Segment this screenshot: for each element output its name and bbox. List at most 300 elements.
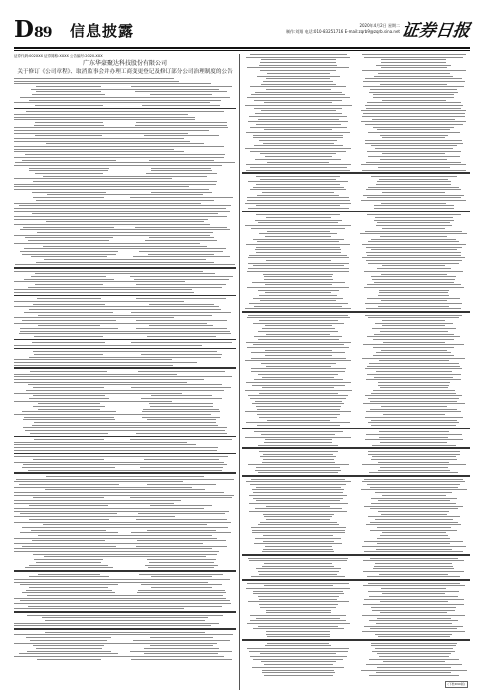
text-line	[380, 535, 448, 536]
text-line	[374, 220, 454, 221]
text-line	[371, 643, 457, 644]
text-line	[257, 195, 339, 196]
text-line	[20, 584, 118, 585]
text-line	[378, 470, 450, 471]
text-line	[248, 208, 349, 209]
text-line	[136, 122, 227, 123]
text-line	[32, 425, 217, 426]
table-cell	[14, 513, 124, 516]
text-line	[248, 181, 348, 182]
text-line	[264, 585, 333, 586]
text-line	[251, 479, 345, 480]
text-line	[379, 437, 448, 438]
text-line	[377, 538, 450, 539]
text-line	[365, 315, 462, 316]
text-line	[378, 385, 449, 386]
table-cell	[14, 592, 124, 595]
text-line	[19, 484, 119, 485]
text-line	[253, 498, 343, 499]
text-line	[376, 371, 452, 372]
text-line	[46, 221, 203, 222]
text-line	[376, 65, 451, 66]
text-line	[368, 263, 459, 264]
text-line	[266, 612, 331, 613]
text-line	[29, 565, 108, 566]
text-line	[14, 582, 208, 583]
text-line	[266, 366, 331, 367]
text-line	[248, 464, 349, 465]
text-line	[14, 102, 210, 103]
text-line	[38, 403, 100, 404]
text-line	[367, 214, 461, 215]
text-line	[374, 208, 454, 209]
text-line	[14, 189, 209, 190]
table-cell	[14, 135, 124, 138]
text-line	[14, 78, 174, 79]
table-cell	[14, 342, 124, 345]
section-rule	[242, 172, 470, 174]
text-line	[363, 86, 464, 87]
table-cell	[14, 540, 124, 543]
table-cell	[127, 279, 237, 282]
text-line	[24, 417, 114, 418]
text-line	[33, 406, 105, 407]
text-line	[30, 371, 107, 372]
text-line	[14, 481, 183, 482]
text-line	[251, 352, 345, 353]
text-line	[364, 541, 463, 542]
table-cell	[127, 160, 237, 163]
text-line	[375, 323, 453, 324]
text-line	[374, 205, 454, 206]
text-line	[383, 414, 445, 415]
text-line	[265, 645, 331, 646]
text-line	[14, 323, 207, 324]
text-line	[38, 409, 101, 410]
text-line	[370, 522, 458, 523]
text-line	[250, 656, 347, 657]
text-line	[29, 505, 108, 506]
text-line	[151, 576, 212, 577]
text-line	[255, 508, 342, 509]
text-line	[364, 506, 463, 507]
text-line	[381, 588, 446, 589]
text-line	[374, 566, 453, 567]
text-line	[33, 351, 217, 352]
text-line	[262, 377, 334, 378]
text-line	[141, 354, 222, 355]
table-cell	[127, 125, 237, 128]
text-line	[247, 67, 349, 68]
text-line	[253, 628, 344, 629]
text-line	[380, 159, 447, 160]
text-line	[262, 192, 334, 193]
text-line	[33, 497, 104, 498]
table-cell	[242, 208, 355, 211]
text-line	[367, 298, 460, 299]
text-line	[266, 610, 331, 611]
text-line	[260, 70, 336, 71]
text-line	[366, 524, 461, 525]
text-line	[370, 409, 457, 410]
text-line	[365, 143, 463, 144]
text-line	[150, 505, 212, 506]
text-line	[372, 610, 455, 611]
text-line	[245, 437, 351, 438]
text-line	[14, 511, 229, 512]
text-line	[255, 249, 341, 250]
text-line	[374, 282, 454, 283]
text-line	[22, 411, 116, 412]
text-line	[14, 83, 211, 84]
text-line	[247, 197, 349, 198]
text-line	[14, 243, 200, 244]
text-line	[147, 419, 216, 420]
section-rule	[14, 367, 236, 369]
text-line	[131, 387, 231, 388]
text-line	[265, 325, 332, 326]
table-cell	[358, 445, 471, 448]
section-rule	[242, 475, 470, 477]
text-line	[252, 489, 344, 490]
text-line	[368, 583, 460, 584]
text-line	[26, 637, 111, 638]
section-rule	[242, 579, 470, 581]
text-line	[252, 530, 345, 531]
text-line	[257, 409, 340, 410]
section-rule	[14, 628, 236, 630]
text-line	[264, 442, 332, 443]
text-line	[14, 301, 184, 302]
section-rule	[242, 311, 470, 313]
continued-note: (下转D90版)	[445, 681, 468, 688]
text-line	[36, 86, 101, 87]
text-line	[22, 546, 116, 547]
text-line	[369, 596, 458, 597]
text-line	[380, 387, 448, 388]
text-line	[256, 618, 340, 619]
text-line	[259, 233, 337, 234]
text-line	[383, 342, 445, 343]
text-line	[136, 519, 227, 520]
text-line	[26, 111, 223, 112]
text-line	[259, 604, 338, 605]
text-line	[31, 530, 106, 531]
text-line	[245, 105, 352, 106]
text-line	[32, 540, 105, 541]
text-line	[29, 357, 220, 358]
page-letter: D	[14, 16, 33, 43]
text-line	[28, 606, 222, 607]
text-line	[261, 110, 336, 111]
text-line	[136, 546, 227, 547]
text-line	[248, 601, 349, 602]
text-line	[382, 593, 445, 594]
text-line	[377, 268, 451, 269]
table-cell	[14, 398, 124, 401]
text-line	[369, 659, 459, 660]
text-line	[371, 276, 456, 277]
text-line	[14, 393, 182, 394]
text-line	[262, 566, 334, 567]
text-line	[260, 607, 336, 608]
page-number	[14, 16, 51, 43]
masthead-rule	[14, 47, 470, 49]
text-line	[19, 205, 231, 206]
text-line	[365, 303, 462, 304]
text-line	[371, 145, 457, 146]
text-line	[20, 251, 118, 252]
text-line	[378, 382, 450, 383]
text-line	[38, 325, 100, 326]
text-line	[149, 304, 214, 305]
text-line	[266, 78, 330, 79]
table-cell	[14, 192, 124, 195]
text-line	[375, 492, 452, 493]
text-line	[250, 151, 346, 152]
table-cell	[127, 398, 237, 401]
text-line	[34, 354, 103, 355]
text-line	[14, 359, 172, 360]
text-line	[245, 308, 351, 309]
text-line	[376, 184, 451, 185]
text-line	[149, 562, 214, 563]
text-line	[146, 173, 217, 174]
text-line	[249, 116, 347, 117]
text-line	[382, 325, 445, 326]
text-line	[247, 271, 349, 272]
text-line	[246, 342, 351, 343]
table-cell	[14, 312, 124, 315]
text-line	[373, 94, 454, 95]
table-cell	[14, 532, 124, 535]
text-line	[32, 342, 105, 343]
text-line	[264, 675, 333, 676]
table-cell	[127, 659, 237, 662]
text-line	[379, 292, 448, 293]
section-rule	[14, 267, 236, 269]
section-rule	[14, 611, 236, 613]
text-line	[368, 591, 459, 592]
text-line	[253, 344, 344, 345]
table-cell	[127, 576, 237, 579]
text-line	[249, 511, 347, 512]
text-line	[139, 574, 223, 575]
text-line	[367, 366, 460, 367]
text-line	[23, 427, 227, 428]
text-line	[138, 371, 225, 372]
text-line	[261, 434, 335, 435]
text-line	[366, 411, 461, 412]
text-line	[254, 379, 343, 380]
text-line	[373, 339, 454, 340]
text-line	[367, 255, 461, 256]
text-line	[368, 398, 459, 399]
text-line	[265, 439, 332, 440]
text-line	[141, 584, 222, 585]
text-line	[255, 92, 342, 93]
text-line	[14, 203, 201, 204]
table-cell	[127, 304, 237, 307]
text-line	[250, 127, 347, 128]
text-line	[22, 467, 115, 468]
text-line	[256, 487, 341, 488]
text-line	[263, 541, 334, 542]
table-cell	[358, 425, 471, 428]
text-line	[14, 543, 203, 544]
text-line	[16, 479, 235, 480]
column-divider	[239, 54, 240, 690]
text-line	[22, 320, 116, 321]
text-line	[362, 170, 466, 171]
text-line	[376, 549, 452, 550]
text-line	[251, 228, 345, 229]
table-row	[14, 659, 236, 662]
text-line	[14, 643, 217, 644]
text-line	[29, 168, 109, 169]
text-line	[361, 200, 466, 201]
text-line	[379, 360, 449, 361]
text-line	[254, 543, 342, 544]
text-line	[14, 306, 219, 307]
text-line	[245, 148, 351, 149]
text-line	[264, 102, 332, 103]
text-line	[258, 290, 339, 291]
table-cell	[127, 240, 237, 243]
text-line	[137, 540, 226, 541]
text-line	[382, 153, 445, 154]
text-line	[381, 274, 447, 275]
text-line	[140, 467, 223, 468]
text-line	[372, 456, 456, 457]
text-line	[264, 563, 332, 564]
text-line	[29, 309, 220, 310]
text-line	[14, 146, 224, 147]
text-line	[382, 192, 445, 193]
text-line	[34, 422, 217, 423]
text-line	[250, 86, 346, 87]
section-rule	[14, 348, 236, 350]
text-line	[151, 587, 212, 588]
text-line	[380, 135, 448, 136]
text-line	[371, 249, 457, 250]
text-line	[366, 379, 461, 380]
text-line	[29, 519, 109, 520]
text-line	[362, 615, 465, 616]
text-line	[258, 524, 339, 525]
text-line	[250, 484, 346, 485]
text-line	[131, 659, 232, 660]
text-line	[253, 187, 344, 188]
text-line	[14, 130, 209, 131]
table-cell	[127, 532, 237, 535]
text-line	[259, 140, 337, 141]
contact-line: 制作:刘翔 电话:010-83251716 E-mail:zqrb9@zqrb.sina.net	[285, 29, 400, 34]
text-line	[147, 559, 216, 560]
table-cell	[14, 173, 124, 176]
text-line	[148, 567, 214, 568]
text-line	[34, 125, 104, 126]
text-line	[246, 170, 350, 171]
section-rule	[242, 211, 470, 213]
text-line	[246, 588, 350, 589]
text-line	[131, 312, 231, 313]
table-cell	[127, 86, 237, 89]
text-line	[14, 447, 218, 448]
text-line	[266, 519, 330, 520]
text-line	[136, 320, 227, 321]
text-line	[38, 535, 211, 536]
text-line	[263, 274, 333, 275]
text-line	[373, 390, 455, 391]
text-line	[23, 464, 228, 465]
table-cell	[14, 320, 124, 323]
text-line	[14, 362, 197, 363]
text-line	[370, 558, 458, 559]
text-line	[253, 137, 343, 138]
text-line	[31, 256, 107, 257]
text-line	[14, 382, 187, 383]
table-cell	[242, 425, 355, 428]
table-cell	[242, 551, 355, 554]
text-line	[136, 284, 226, 285]
text-line	[45, 489, 206, 490]
text-line	[251, 368, 346, 369]
masthead	[14, 14, 470, 46]
text-line	[28, 384, 222, 385]
table-cell	[14, 659, 124, 662]
text-line	[373, 347, 454, 348]
text-line	[366, 434, 462, 435]
text-line	[365, 124, 463, 125]
text-line	[20, 331, 230, 332]
text-line	[362, 546, 466, 547]
text-line	[368, 317, 459, 318]
masthead-meta	[286, 23, 400, 35]
text-line	[14, 623, 219, 624]
text-line	[14, 608, 184, 609]
text-line	[258, 445, 338, 446]
text-line	[382, 228, 445, 229]
text-line	[366, 260, 462, 261]
text-line	[20, 600, 230, 601]
text-line	[14, 235, 210, 236]
text-line	[255, 113, 342, 114]
table-cell	[127, 192, 237, 195]
text-line	[36, 562, 101, 563]
text-line	[375, 217, 453, 218]
table-cell	[127, 497, 237, 500]
text-line	[253, 265, 344, 266]
text-line	[251, 94, 345, 95]
text-line	[251, 527, 346, 528]
text-line	[250, 620, 346, 621]
text-line	[258, 571, 339, 572]
text-line	[250, 167, 347, 168]
text-line	[260, 522, 337, 523]
table-cell	[14, 387, 124, 390]
text-line	[266, 634, 330, 635]
text-line	[258, 222, 338, 223]
text-line	[14, 379, 204, 380]
text-line	[29, 170, 108, 171]
text-line	[29, 398, 109, 399]
text-line	[364, 599, 464, 600]
text-line	[130, 197, 233, 198]
text-line	[147, 530, 216, 531]
text-line	[259, 320, 338, 321]
text-line	[264, 664, 333, 665]
